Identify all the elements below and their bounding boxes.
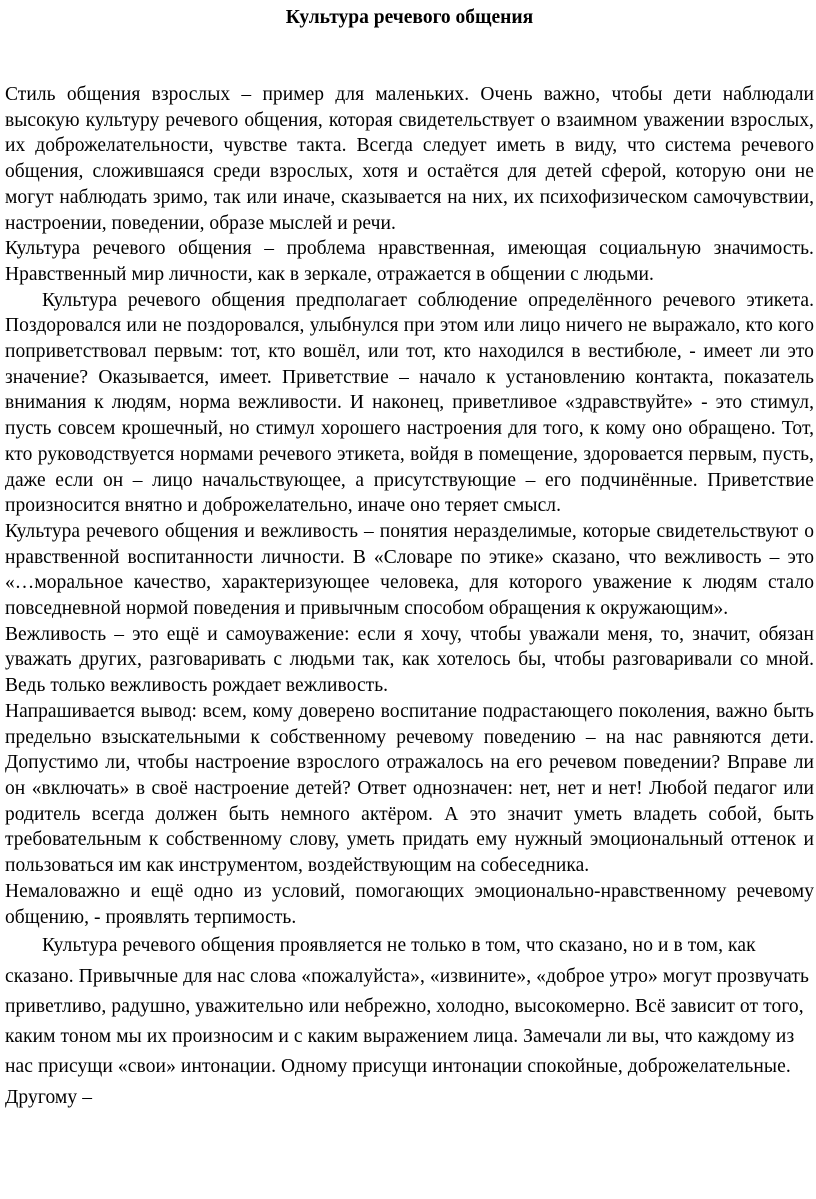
paragraph-5: Вежливость – это ещё и самоуважение: если я хочу, чтобы уважали меня, то, значит, обязан уважать других, разговаривать с людьми так, как хотелось бы, чтобы разговаривали со мной. Ведь только вежливость рождает вежливость. [5, 623, 814, 697]
paragraph-4: Культура речевого общения и вежливость – понятия неразделимые, которые свидетельствуют о нравственной воспитанности личности. В «Словаре по этике» сказано, что вежливость – это «…моральное качество, характеризующее человека, для которого уважение к людям стало повседневной нормой поведения и привычным способом обращения к окружающим». [5, 520, 814, 620]
title-spacer [5, 32, 814, 82]
paragraph-3: Культура речевого общения предполагает соблюдение определённого речевого этикета. Поздоровался или не поздоровался, улыбнулся при этом или лицо ничего не выражало, кто кого поприветствовал первым: тот, кто вошёл, или тот, кто находился в вестибюле, - имеет ли это значение? Оказывается, имеет. Приветствие – начало к установлению контакта, показатель внимания к людям, норма вежливости. И наконец, приветливое «здравствуйте» - это стимул, пусть совсем крошечный, но стимул хорошего настроения для того, к кому оно обращено. Тот, кто руководствуется нормами речевого этикета, войдя в помещение, здоровается первым, пусть, даже если он – лицо начальствующее, а присутствующие – его подчинённые. Приветствие произносится внятно и доброжелательно, иначе оно теряет смысл. [5, 289, 814, 517]
paragraph-1: Стиль общения взрослых – пример для маленьких. Очень важно, чтобы дети наблюдали высокую культуру речевого общения, которая свидетельствует о взаимном уважении взрослых, их доброжелательности, чувстве такта. Всегда следует иметь в виду, что система речевого общения, сложившаяся среди взрослых, хотя и остаётся для детей сферой, которую они не могут наблюдать зримо, так или иначе, сказывается на них, их психофизическом самочувствии, настроении, поведении, образе мыслей и речи. [5, 84, 814, 234]
paragraph-6: Напрашивается вывод: всем, кому доверено воспитание подрастающего поколения, важно быть предельно взыскательными к собственному речевому поведению – на нас равняются дети. Допустимо ли, чтобы настроение взрослого отражалось на его речевом поведении? Вправе ли он «включать» в своё настроение детей? Ответ однозначен: нет, нет и нет! Любой педагог или родитель всегда должен быть немного актёром. А это значит уметь владеть собой, быть требовательным к собственному слову, уметь придать ему нужный эмоциональный оттенок и пользоваться им как инструментом, воздействующим на собеседника. [5, 700, 814, 877]
paragraph-2: Культура речевого общения – проблема нравственная, имеющая социальную значимость. Нравственный мир личности, как в зеркале, отражается в общении с людьми. [5, 238, 814, 285]
paragraph-8: Культура речевого общения проявляется не только в том, что сказано, но и в том, как сказано. Привычные для нас слова «пожалуйста», «извините», «доброе утро» могут прозвучать приветливо, радушно, уважительно или небрежно, холодно, высокомерно. Всё зависит от того, каким тоном мы их произносим и с каким выражением лица. Замечали ли вы, что каждому из нас присущи «свои» интонации. Одному присущи интонации спокойные, доброжелательные. Другому – [5, 935, 809, 1108]
document-title: Культура речевого общения [285, 7, 534, 28]
paragraph-7: Немаловажно и ещё одно из условий, помогающих эмоционально-нравственному речевому общению, - проявлять терпимость. [5, 880, 814, 928]
document-page [5, 0, 814, 1113]
